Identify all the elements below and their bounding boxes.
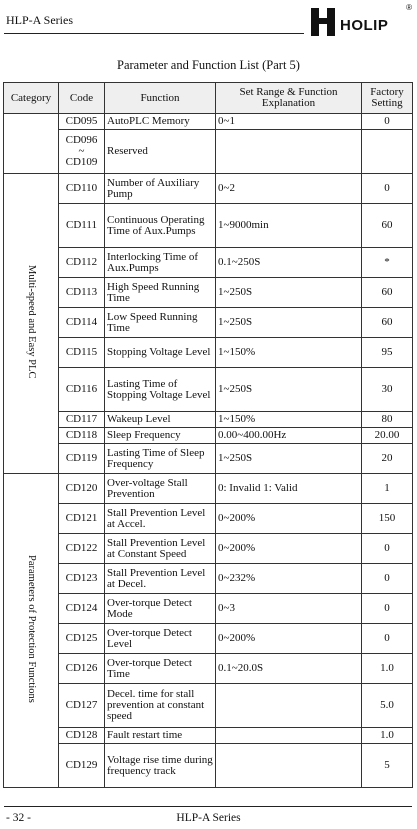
param-factory: 30 bbox=[362, 368, 413, 412]
param-factory: * bbox=[362, 248, 413, 278]
param-factory: 0 bbox=[362, 624, 413, 654]
param-range bbox=[216, 684, 362, 728]
table-row bbox=[4, 654, 413, 684]
param-range: 1~9000min bbox=[216, 204, 362, 248]
param-code: CD124 bbox=[59, 594, 105, 624]
param-range: 1~250S bbox=[216, 308, 362, 338]
brand-logo bbox=[310, 4, 414, 38]
param-range: 0~232% bbox=[216, 564, 362, 594]
param-function: Stopping Voltage Level bbox=[105, 338, 216, 368]
table-row bbox=[4, 248, 413, 278]
param-range: 0~2 bbox=[216, 174, 362, 204]
param-function: Decel. time for stall prevention at constant speed bbox=[105, 684, 216, 728]
param-range: 0.1~20.0S bbox=[216, 654, 362, 684]
param-code: CD122 bbox=[59, 534, 105, 564]
table-row bbox=[4, 594, 413, 624]
param-code: CD120 bbox=[59, 474, 105, 504]
param-code: CD095 bbox=[59, 114, 105, 130]
column-header-factory: Factory Setting bbox=[362, 83, 413, 114]
table-row bbox=[4, 130, 413, 174]
param-code: CD110 bbox=[59, 174, 105, 204]
param-factory: 60 bbox=[362, 204, 413, 248]
param-factory: 60 bbox=[362, 308, 413, 338]
registered-mark: ® bbox=[406, 3, 412, 12]
header-series-title: HLP-A Series bbox=[6, 13, 73, 27]
param-range: 1~150% bbox=[216, 338, 362, 368]
param-function: Number of Auxiliary Pump bbox=[105, 174, 216, 204]
param-code: CD112 bbox=[59, 248, 105, 278]
table-row bbox=[4, 744, 413, 788]
param-function: AutoPLC Memory bbox=[105, 114, 216, 130]
category-cell-protection bbox=[4, 474, 59, 788]
table-row bbox=[4, 428, 413, 444]
param-code: CD121 bbox=[59, 504, 105, 534]
param-factory: 60 bbox=[362, 278, 413, 308]
param-range: 0~1 bbox=[216, 114, 362, 130]
param-code: CD119 bbox=[59, 444, 105, 474]
param-code: CD128 bbox=[59, 728, 105, 744]
param-function: Over-torque Detect Time bbox=[105, 654, 216, 684]
param-factory: 1.0 bbox=[362, 654, 413, 684]
param-function: Voltage rise time during frequency track bbox=[105, 744, 216, 788]
param-factory: 20.00 bbox=[362, 428, 413, 444]
table-row bbox=[4, 338, 413, 368]
param-range: 0~200% bbox=[216, 534, 362, 564]
param-function: Over-voltage Stall Prevention bbox=[105, 474, 216, 504]
param-code: CD129 bbox=[59, 744, 105, 788]
param-range: 1~150% bbox=[216, 412, 362, 428]
table-row bbox=[4, 474, 413, 504]
param-factory: 1.0 bbox=[362, 728, 413, 744]
table-row bbox=[4, 114, 413, 130]
param-factory: 0 bbox=[362, 594, 413, 624]
param-code: CD116 bbox=[59, 368, 105, 412]
table-row bbox=[4, 504, 413, 534]
category-label-multi-speed: Multi-speed and Easy PLC bbox=[26, 265, 37, 379]
param-range bbox=[216, 728, 362, 744]
table-row bbox=[4, 412, 413, 428]
param-range: 0~200% bbox=[216, 504, 362, 534]
param-range bbox=[216, 130, 362, 174]
param-factory: 0 bbox=[362, 114, 413, 130]
table-row bbox=[4, 444, 413, 474]
param-factory: 20 bbox=[362, 444, 413, 474]
param-range: 0~200% bbox=[216, 624, 362, 654]
param-factory: 5.0 bbox=[362, 684, 413, 728]
column-header-function: Function bbox=[105, 83, 216, 114]
param-code: CD123 bbox=[59, 564, 105, 594]
param-function: Lasting Time of Stopping Voltage Level bbox=[105, 368, 216, 412]
page-number: - 32 - bbox=[6, 812, 31, 824]
column-header-category: Category bbox=[4, 83, 59, 114]
param-range: 0~3 bbox=[216, 594, 362, 624]
param-range: 1~250S bbox=[216, 368, 362, 412]
param-function: Stall Prevention Level at Constant Speed bbox=[105, 534, 216, 564]
table-row bbox=[4, 368, 413, 412]
param-range: 0: Invalid 1: Valid bbox=[216, 474, 362, 504]
param-code: CD114 bbox=[59, 308, 105, 338]
param-function: Over-torque Detect Mode bbox=[105, 594, 216, 624]
param-code: CD113 bbox=[59, 278, 105, 308]
param-range: 1~250S bbox=[216, 444, 362, 474]
param-factory: 1 bbox=[362, 474, 413, 504]
param-code: CD125 bbox=[59, 624, 105, 654]
param-function: Sleep Frequency bbox=[105, 428, 216, 444]
param-function: Fault restart time bbox=[105, 728, 216, 744]
category-label-protection: Parameters of Protection Functions bbox=[26, 555, 37, 703]
parameter-table bbox=[3, 82, 413, 788]
param-function: Continuous Operating Time of Aux.Pumps bbox=[105, 204, 216, 248]
table-row bbox=[4, 278, 413, 308]
param-code: CD118 bbox=[59, 428, 105, 444]
param-code: CD096 ~ CD109 bbox=[59, 130, 105, 174]
category-cell-blank bbox=[4, 114, 59, 174]
param-factory: 0 bbox=[362, 534, 413, 564]
footer-series: HLP-A Series bbox=[176, 812, 241, 824]
param-function: Interlocking Time of Aux.Pumps bbox=[105, 248, 216, 278]
param-factory: 150 bbox=[362, 504, 413, 534]
param-factory: 5 bbox=[362, 744, 413, 788]
table-row bbox=[4, 728, 413, 744]
param-code: CD115 bbox=[59, 338, 105, 368]
table-row bbox=[4, 308, 413, 338]
footer-rule bbox=[4, 806, 412, 807]
table-row bbox=[4, 174, 413, 204]
param-function: Lasting Time of Sleep Frequency bbox=[105, 444, 216, 474]
param-function: Reserved bbox=[105, 130, 216, 174]
param-factory: 0 bbox=[362, 564, 413, 594]
param-factory bbox=[362, 130, 413, 174]
table-row bbox=[4, 534, 413, 564]
param-code: CD117 bbox=[59, 412, 105, 428]
param-factory: 0 bbox=[362, 174, 413, 204]
holip-logo-icon bbox=[310, 8, 336, 36]
param-function: Stall Prevention Level at Accel. bbox=[105, 504, 216, 534]
param-function: Over-torque Detect Level bbox=[105, 624, 216, 654]
param-range: 0.00~400.00Hz bbox=[216, 428, 362, 444]
column-header-range: Set Range & Function Explanation bbox=[216, 83, 362, 114]
param-function: Wakeup Level bbox=[105, 412, 216, 428]
header-rule bbox=[4, 33, 304, 34]
param-code: CD126 bbox=[59, 654, 105, 684]
table-row bbox=[4, 564, 413, 594]
param-range: 1~250S bbox=[216, 278, 362, 308]
param-range: 0.1~250S bbox=[216, 248, 362, 278]
column-header-code: Code bbox=[59, 83, 105, 114]
param-range bbox=[216, 744, 362, 788]
table-row bbox=[4, 684, 413, 728]
param-code: CD111 bbox=[59, 204, 105, 248]
table-row bbox=[4, 624, 413, 654]
list-title: Parameter and Function List (Part 5) bbox=[117, 58, 300, 72]
param-function: Low Speed Running Time bbox=[105, 308, 216, 338]
table-header-row bbox=[4, 83, 413, 114]
table-row bbox=[4, 204, 413, 248]
param-function: Stall Prevention Level at Decel. bbox=[105, 564, 216, 594]
brand-wordmark: HOLIP bbox=[340, 17, 389, 34]
category-cell-multi-speed bbox=[4, 174, 59, 474]
param-factory: 80 bbox=[362, 412, 413, 428]
param-function: High Speed Running Time bbox=[105, 278, 216, 308]
param-code: CD127 bbox=[59, 684, 105, 728]
param-factory: 95 bbox=[362, 338, 413, 368]
